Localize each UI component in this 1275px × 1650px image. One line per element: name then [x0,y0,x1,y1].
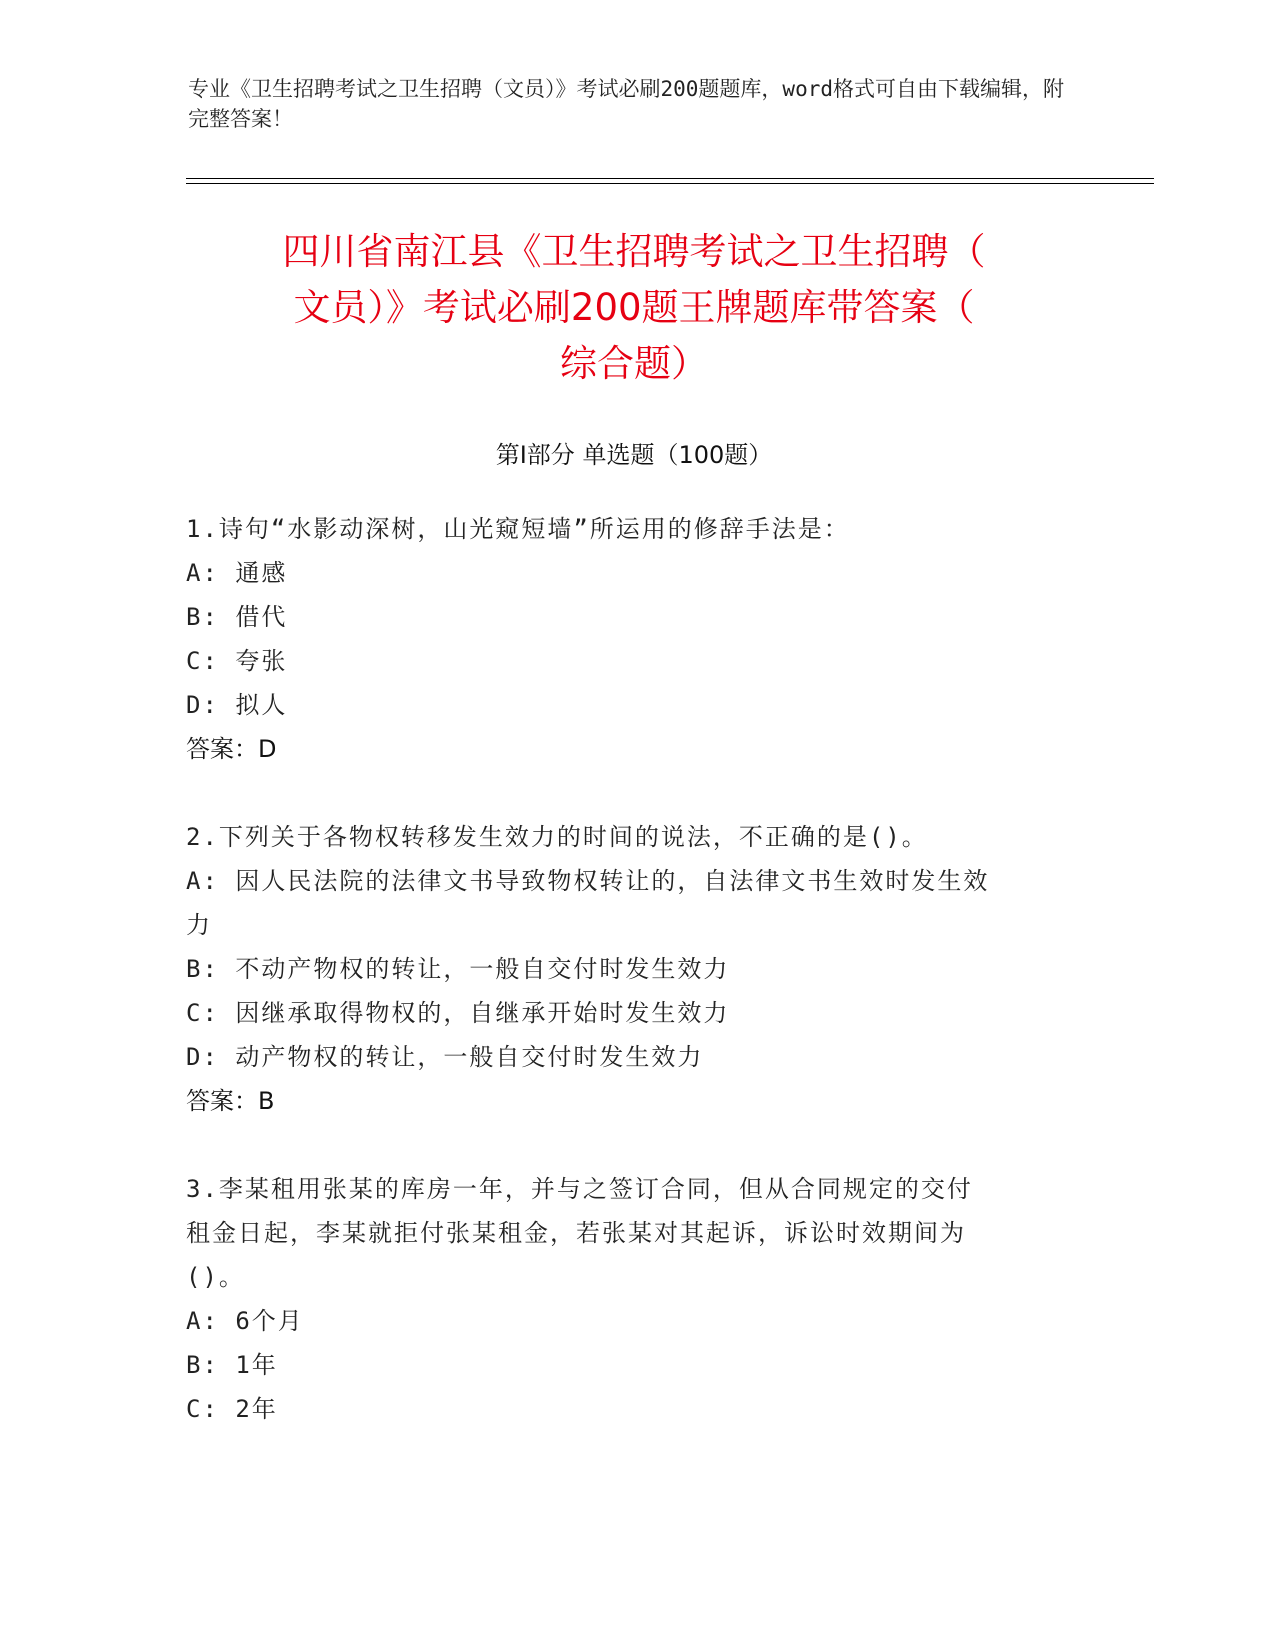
question-stem: 3.李某租用张某的库房一年，并与之签订合同，但从合同规定的交付 [186,1175,973,1203]
option-b: B: 1年 [186,1351,278,1379]
header-rule-top [186,178,1154,179]
answer-text: 答案：B [186,1087,275,1115]
option-c: C: 因继承取得物权的，自继承开始时发生效力 [186,999,730,1027]
answer-text: 答案：D [186,735,277,763]
question-stem: 1.诗句“水影动深树，山光窥短墙”所运用的修辞手法是： [186,515,850,543]
document-title-line: 文员）》考试必刷200题王牌题库带答案（ [293,286,975,329]
header-rule-bottom [186,183,1154,184]
document-title [186,224,1082,392]
option-d: D: 拟人 [186,691,288,719]
question-stem-continued: ()。 [186,1263,245,1291]
document-title-line: 四川省南江县《卫生招聘考试之卫生招聘（ [282,230,986,273]
option-a-continued: 力 [186,911,212,939]
header-note: 专业《卫生招聘考试之卫生招聘（文员）》考试必刷200题题库，word格式可自由下载编辑，附完整答案！ [188,77,1064,131]
option-b: B: 不动产物权的转让，一般自交付时发生效力 [186,955,730,983]
option-a: A: 通感 [186,559,288,587]
option-c: C: 2年 [186,1395,278,1423]
option-a: A: 6个月 [186,1307,304,1335]
option-b: B: 借代 [186,603,288,631]
option-c: C: 夸张 [186,647,288,675]
question-stem-continued: 租金日起，李某就拒付张某租金，若张某对其起诉，诉讼时效期间为 [186,1219,966,1247]
option-d: D: 动产物权的转让，一般自交付时发生效力 [186,1043,704,1071]
document-title-line: 综合题） [560,342,708,385]
option-a: A: 因人民法院的法律文书导致物权转让的，自法律文书生效时发生效 [186,867,990,895]
question-stem: 2.下列关于各物权转移发生效力的时间的说法，不正确的是()。 [186,823,928,851]
section-title: 第Ⅰ部分 单选题（100题） [495,441,773,469]
